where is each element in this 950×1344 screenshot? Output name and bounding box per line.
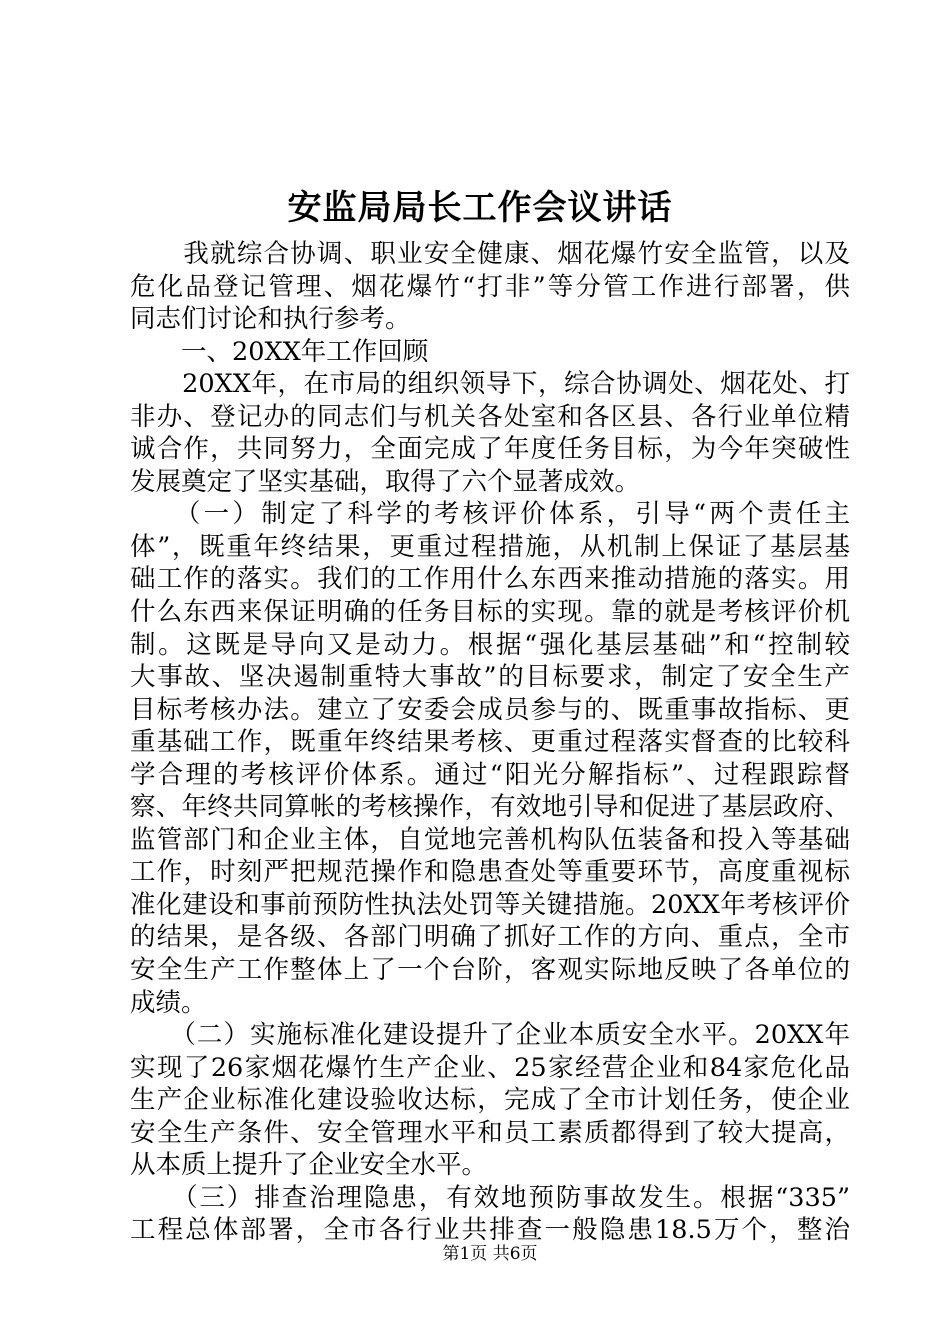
body-text-line: 监管部门和企业主体，自觉地完善机构队伍装备和投入等基础: [130, 824, 850, 855]
body-text-line: 同志们讨论和执行参考。: [130, 304, 411, 335]
body-text-line: 工程总体部署，全市各行业共排查一般隐患18.5万个，整治: [130, 1215, 850, 1246]
body-text-line: 实现了26家烟花爆竹生产企业、25家经营企业和84家危化品: [130, 1052, 850, 1083]
body-text-line: 成绩。: [130, 987, 207, 1018]
body-text-line: 从本质上提升了企业安全水平。: [130, 1150, 488, 1181]
body-text-line: 非办、登记办的同志们与机关各处室和各区县、各行业单位精: [130, 401, 850, 432]
body-text-line: 准化建设和事前预防性执法处罚等关键措施。20XX年考核评价: [130, 889, 850, 920]
body-text-line: 诚合作，共同努力，全面完成了年度任务目标，为今年突破性: [130, 434, 850, 465]
body-text-line: 学合理的考核评价体系。通过“阳光分解指标”、过程跟踪督: [130, 759, 850, 790]
body-text-line: 安全生产条件、安全管理水平和员工素质都得到了较大提高，: [130, 1117, 850, 1148]
body-text-line: 体”，既重年终结果，更重过程措施，从机制上保证了基层基: [130, 531, 850, 562]
body-text-line: （二）实施标准化建设提升了企业本质安全水平。20XX年: [130, 1020, 850, 1051]
body-text-line: （三）排查治理隐患，有效地预防事故发生。根据“335”: [130, 1182, 850, 1213]
body-text-line: 危化品登记管理、烟花爆竹“打非”等分管工作进行部署，供: [130, 271, 850, 302]
body-text-line: 目标考核办法。建立了安委会成员参与的、既重事故指标、更: [130, 694, 850, 725]
document-title: 安监局局长工作会议讲话: [287, 188, 673, 228]
document-body: [130, 238, 850, 1247]
body-text-line: 重基础工作，既重年终结果考核、更重过程落实督查的比较科: [130, 727, 850, 758]
body-text-line: 什么东西来保证明确的任务目标的实现。靠的就是考核评价机: [130, 597, 850, 628]
body-text-line: 大事故、坚决遏制重特大事故”的目标要求，制定了安全生产: [130, 662, 850, 693]
body-text-line: 础工作的落实。我们的工作用什么东西来推动措施的落实。用: [130, 564, 850, 595]
body-text-line: 我就综合协调、职业安全健康、烟花爆竹安全监管，以及: [130, 239, 850, 269]
body-text-line: 的结果，是各级、各部门明确了抓好工作的方向、重点，全市: [130, 922, 850, 953]
body-text-line: （一）制定了科学的考核评价体系，引导“两个责任主: [130, 499, 850, 530]
body-text-line: 发展奠定了坚实基础，取得了六个显著成效。: [130, 466, 641, 497]
body-text-line: 察、年终共同算帐的考核操作，有效地引导和促进了基层政府、: [130, 792, 850, 823]
body-text-line: 生产企业标准化建设验收达标，完成了全市计划任务，使企业: [130, 1085, 850, 1116]
body-text-line: 制。这既是导向又是动力。根据“强化基层基础”和“控制较: [130, 629, 850, 660]
body-text-line: 一、20XX年工作回顾: [130, 336, 429, 367]
page-footer: 第1页 共6页: [442, 1244, 538, 1264]
body-text-line: 安全生产工作整体上了一个台阶，客观实际地反映了各单位的: [130, 955, 850, 986]
body-text-line: 20XX年，在市局的组织领导下，综合协调处、烟花处、打: [130, 369, 850, 400]
body-text-line: 工作，时刻严把规范操作和隐患查处等重要环节，高度重视标: [130, 857, 850, 888]
